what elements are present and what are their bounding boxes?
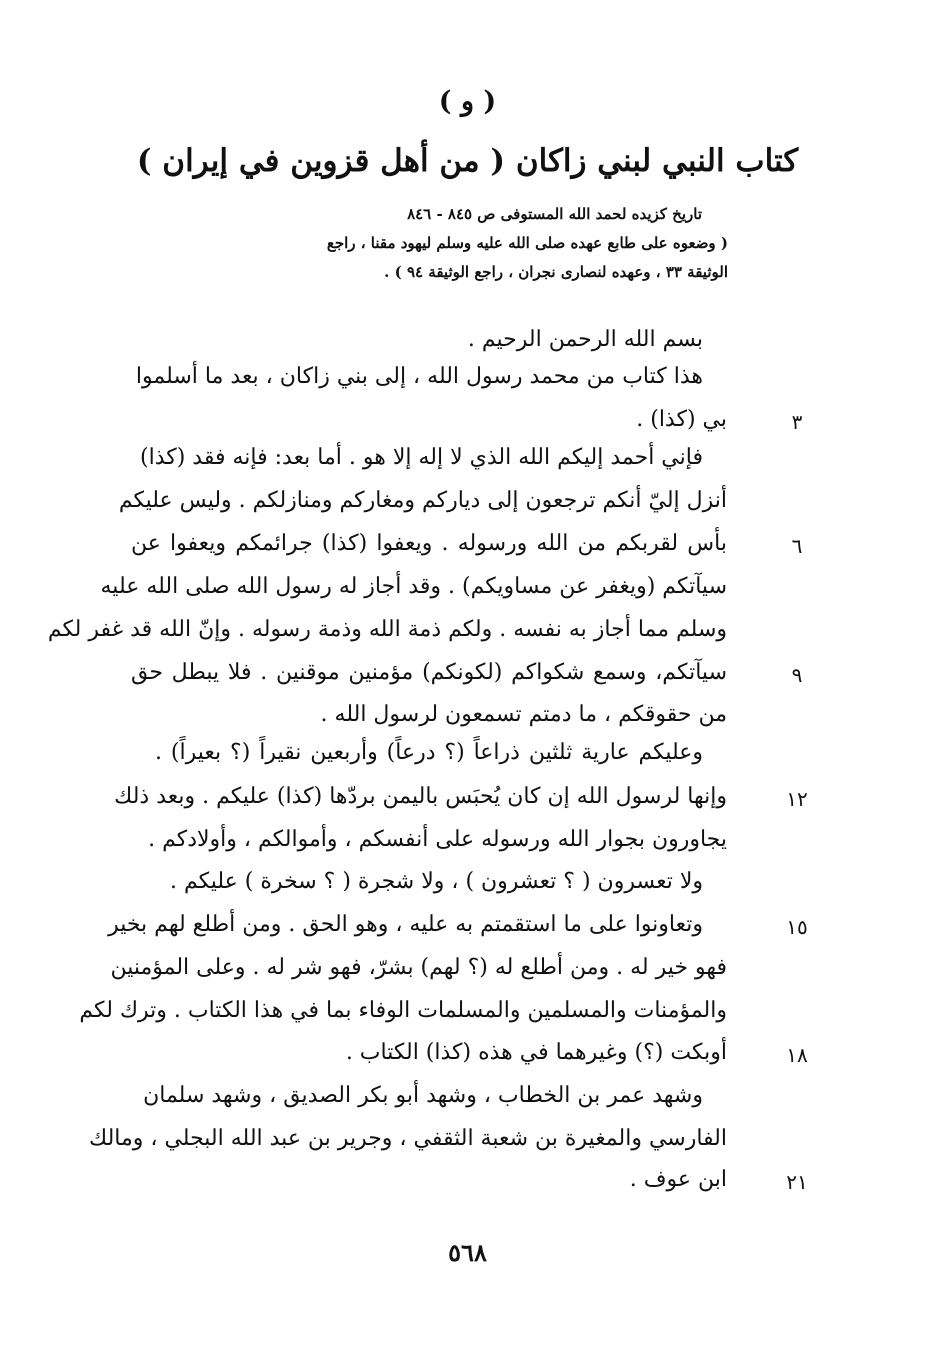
text-line-content: ابن عوف . — [629, 1167, 727, 1192]
line-number: ٢١ — [786, 1170, 808, 1194]
text-line — [131, 1033, 727, 1073]
text-line-content: وسلم مما أجاز به نفسه . ولكم ذمة الله وذمة رسوله . وإنّ الله قد غفر لكم — [47, 617, 727, 642]
text-line-content: ولا تعسرون ( ؟ تعشرون ) ، ولا شجرة ( ؟ سخرة ) عليكم . — [169, 869, 703, 894]
text-line — [79, 991, 727, 1031]
text-line — [155, 862, 727, 902]
text-line — [143, 1076, 727, 1116]
text-line — [135, 357, 727, 397]
text-line-content: وشهد عمر بن الخطاب ، وشهد أبو بكر الصديق ، وشهد سلمان — [143, 1083, 703, 1108]
text-line — [100, 567, 727, 607]
line-number: ١٢ — [786, 787, 808, 811]
text-line-content: أنزل إليّ أنكم ترجعون إلى دياركم ومغاركم ومنازلكم . وليس عليكم — [118, 488, 727, 513]
line-number: ١٥ — [786, 915, 808, 939]
line-number: ٦ — [791, 534, 803, 558]
text-line — [108, 905, 727, 945]
source-note-line: الوثيقة ٣٣ ، وعهده لنصارى نجران ، راجع الوثيقة ٩٤ ) . — [384, 263, 728, 281]
text-line-content: من حقوقكم ، ما دمتم تسمعون لرسول الله . — [320, 702, 727, 727]
text-line-content: هذا كتاب من محمد رسول الله ، إلى بني زاكان ، بعد ما أسلموا — [135, 364, 703, 389]
text-line — [140, 438, 727, 478]
line-number: ١٨ — [786, 1043, 808, 1067]
line-number: ٩ — [791, 663, 803, 687]
source-note-line: تاريخ كزيده لحمد الله المستوفى ص ٨٤٥ - ٨٤٦ — [407, 205, 702, 223]
text-line — [131, 1160, 727, 1200]
text-line — [131, 695, 727, 735]
line-number: ٣ — [791, 410, 803, 434]
text-line — [47, 610, 727, 650]
text-line-content: فهو خير له . ومن أطلع له (؟ لهم) بشرّ، فهو شر له . وعلى المؤمنين — [110, 955, 727, 980]
text-line-content: وإنها لرسول الله إن كان يُحبَس باليمن بردّها (كذا) عليكم . وبعد ذلك — [114, 784, 727, 809]
text-line-content: سيآتكم (ويغفر عن مساويكم) . وقد أجاز له رسول الله صلى الله عليه — [100, 574, 727, 599]
text-line — [131, 400, 727, 440]
text-line-content: فإني أحمد إليكم الله الذي لا إله إلا هو . أما بعد: فإنه فقد (كذا) — [140, 445, 703, 470]
text-line-content: الفارسي والمغيرة بن شعبة الثقفي ، وجرير بن عبد الله البجلي ، ومالك — [89, 1126, 727, 1151]
text-line — [155, 733, 727, 773]
text-line-content: أوبكت (؟) وغيرهما في هذه (كذا) الكتاب . — [345, 1040, 727, 1065]
text-line-content: بسم الله الرحمن الرحيم . — [467, 327, 703, 352]
document-title: كتاب النبي لبني زاكان ( من أهل قزوين في إيران ) — [136, 143, 799, 179]
text-line-content: وتعاونوا على ما استقمتم به عليه ، وهو الحق . ومن أطلع لهم بخير — [108, 912, 703, 937]
text-line — [131, 653, 727, 693]
text-line — [118, 481, 727, 521]
text-line — [114, 777, 727, 817]
source-note-line: ( وضعوه على طابع عهده صلى الله عليه وسلم ليهود مقنا ، راجع — [326, 234, 728, 252]
text-line — [131, 820, 727, 860]
section-letter: ( و ) — [438, 86, 497, 117]
text-line — [155, 320, 727, 360]
text-line — [110, 948, 727, 988]
text-line — [131, 524, 727, 564]
text-line-content: سيآتكم، وسمع شكواكم (لكونكم) مؤمنين موقنين . فلا يبطل حق — [131, 660, 727, 685]
text-line-content: والمؤمنات والمسلمين والمسلمات الوفاء بما في هذا الكتاب . وترك لكم — [79, 998, 727, 1023]
text-line-content: وعليكم عارية ثلثين ذراعاً (؟ درعاً) وأربعين نقيراً (؟ بعيراً) . — [155, 740, 703, 765]
text-line-content: بي (كذا) . — [636, 407, 727, 432]
page-number: ٥٦٨ — [448, 1238, 487, 1267]
text-line — [89, 1119, 727, 1159]
text-line-content: يجاورون بجوار الله ورسوله على أنفسكم ، وأموالكم ، وأولادكم . — [148, 827, 727, 852]
text-line-content: بأس لقربكم من الله ورسوله . ويعفوا (كذا) جرائمكم ويعفوا عن — [131, 531, 727, 556]
